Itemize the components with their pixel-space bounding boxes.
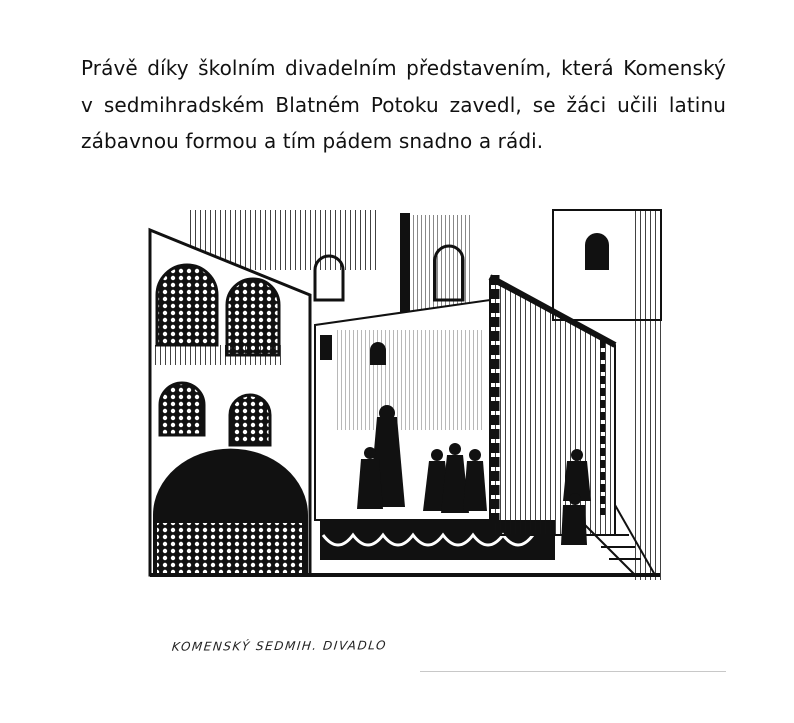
ground-line bbox=[150, 573, 660, 577]
mid-arcade-2 bbox=[230, 395, 270, 445]
upper-arcade-1 bbox=[157, 265, 217, 345]
ground-crowd bbox=[157, 523, 302, 575]
upper-arcade-2 bbox=[227, 279, 279, 355]
right-wall-hatching bbox=[635, 210, 661, 580]
upper-balustrade bbox=[153, 345, 281, 365]
middle-window bbox=[370, 342, 386, 365]
middle-building-shading bbox=[335, 330, 485, 430]
ink-illustration-school-theatre bbox=[145, 205, 665, 585]
right-window bbox=[585, 233, 609, 270]
mid-arcade-1 bbox=[160, 383, 204, 435]
footer-rule bbox=[420, 671, 726, 672]
small-window bbox=[320, 335, 332, 360]
body-paragraph: Právě díky školním divadelním představením, která Komenský v sedmihradském Blatném Potoku zavedl, se žáci učili latinu zábavnou formou a tím pádem snadno a rádi. bbox=[81, 56, 726, 153]
tower-edge bbox=[400, 213, 410, 323]
illustration-caption: KOMENSKÝ SEDMIH. DIVADLO bbox=[171, 638, 388, 654]
